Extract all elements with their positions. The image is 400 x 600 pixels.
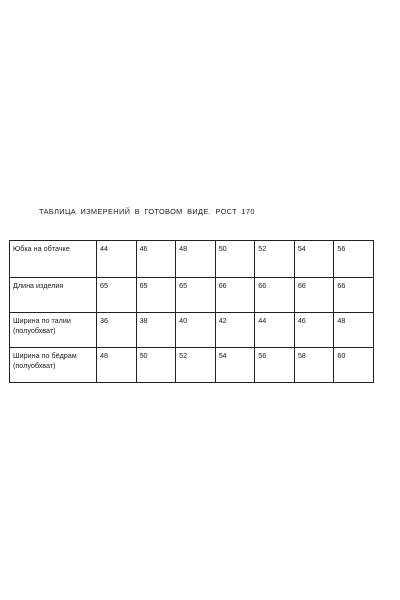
row-label-skirt-size: Юбка на обтачке — [10, 241, 97, 278]
table-cell: 60 — [334, 348, 374, 383]
table-cell: 66 — [294, 278, 334, 313]
table-cell: 46 — [136, 241, 176, 278]
table-cell: 44 — [255, 313, 295, 348]
table-cell: 48 — [97, 348, 137, 383]
table-cell: 65 — [176, 278, 216, 313]
table-cell: 38 — [136, 313, 176, 348]
table-cell: 40 — [176, 313, 216, 348]
table-row — [10, 278, 374, 313]
row-label-length: Длина изделия — [10, 278, 97, 313]
table-cell: 65 — [97, 278, 137, 313]
table-cell: 66 — [215, 278, 255, 313]
table-cell: 56 — [255, 348, 295, 383]
table-cell: 50 — [215, 241, 255, 278]
table-cell: 42 — [215, 313, 255, 348]
table-cell: 48 — [334, 313, 374, 348]
measurements-table — [9, 240, 374, 383]
table-cell: 54 — [215, 348, 255, 383]
table-cell: 52 — [176, 348, 216, 383]
table-cell: 44 — [97, 241, 137, 278]
table-cell: 36 — [97, 313, 137, 348]
document-title: ТАБЛИЦА ИЗМЕРЕНИЙ В ГОТОВОМ ВИДЕ. РОСТ 170 — [39, 207, 255, 216]
table-row — [10, 241, 374, 278]
row-label-waist: Ширина по талии (полуобхват) — [10, 313, 97, 348]
table-cell: 66 — [334, 278, 374, 313]
table-row — [10, 348, 374, 383]
table-cell: 48 — [176, 241, 216, 278]
table-cell: 65 — [136, 278, 176, 313]
row-label-hips: Ширина по бёдрам (полуобхват) — [10, 348, 97, 383]
table-cell: 50 — [136, 348, 176, 383]
table-cell: 56 — [334, 241, 374, 278]
table-cell: 54 — [294, 241, 334, 278]
table-cell: 52 — [255, 241, 295, 278]
table-row — [10, 313, 374, 348]
table-cell: 58 — [294, 348, 334, 383]
table-cell: 46 — [294, 313, 334, 348]
table-cell: 66 — [255, 278, 295, 313]
